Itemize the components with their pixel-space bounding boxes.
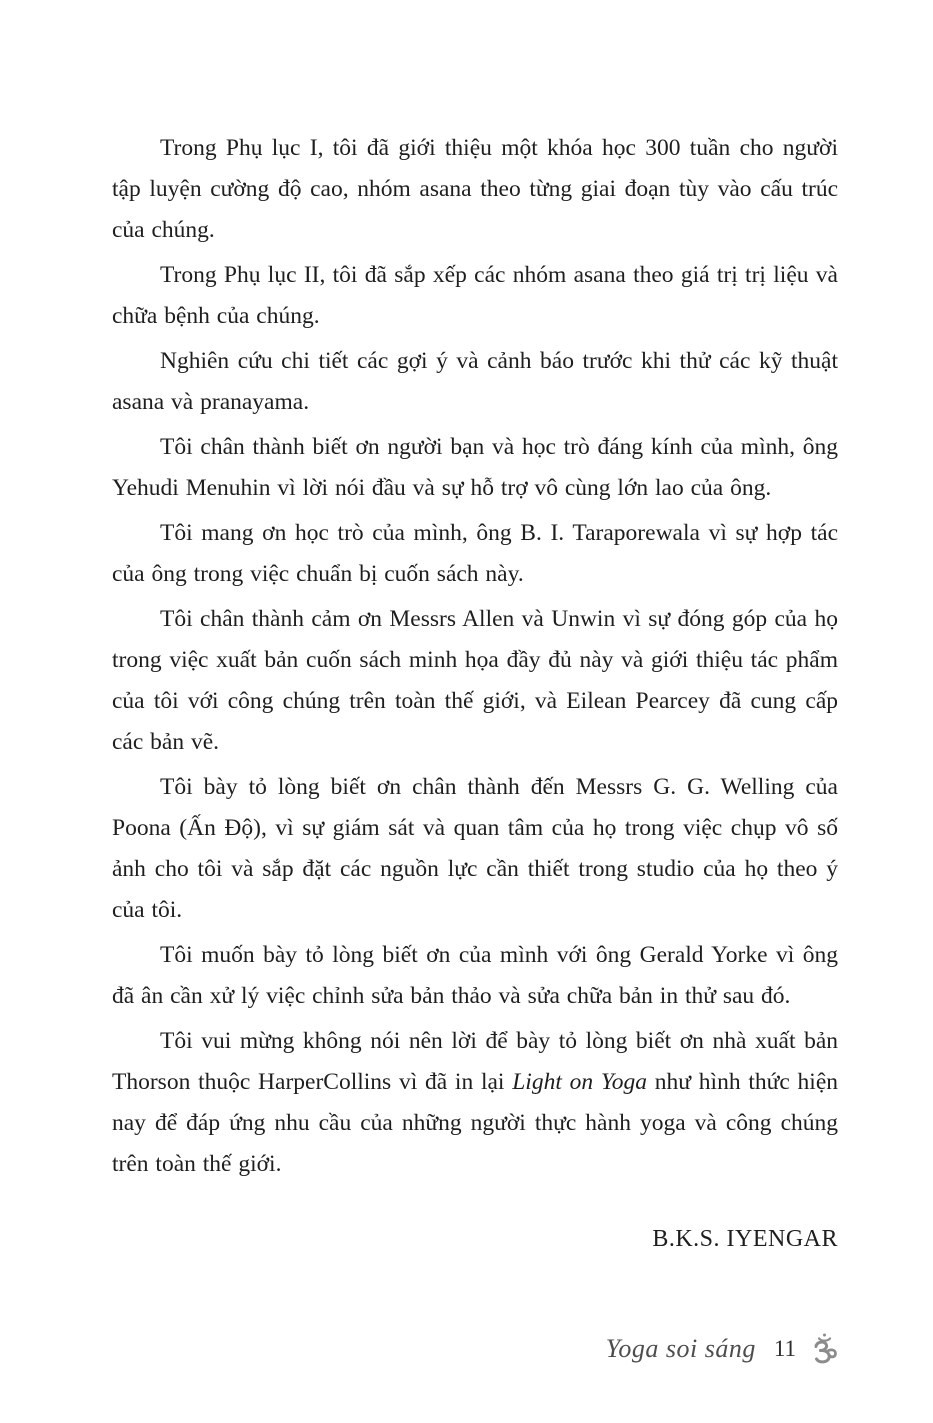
- book-title: Yoga soi sáng: [605, 1334, 756, 1363]
- text-segment: Light on Yoga: [512, 1069, 648, 1095]
- text-segment: Tôi chân thành biết ơn người bạn và học trò đáng kính của mình, ông Yehudi Menuhin vì lời nói đầu và sự hỗ trợ vô cùng lớn lao của ông.: [112, 434, 838, 501]
- paragraph: [112, 935, 838, 1017]
- page-number: 11: [773, 1336, 796, 1361]
- paragraph: [112, 341, 838, 423]
- text-segment: Tôi chân thành cảm ơn Messrs Allen và Unwin vì sự đóng góp của họ trong việc xuất bản cuốn sách minh họa đầy đủ này và giới thiệu tác phẩm của tôi với công chúng trên toàn thế giới, và Eilean Pearcey đã cung cấp các bản vẽ.: [112, 606, 838, 755]
- paragraph: [112, 599, 838, 763]
- page-content: [112, 128, 838, 1260]
- text-segment: Tôi bày tỏ lòng biết ơn chân thành đến Messrs G. G. Welling của Poona (Ấn Độ), vì sự giám sát và quan tâm của họ trong việc chụp vô số ảnh cho tôi và sắp đặt các nguồn lực cần thiết trong studio của họ theo ý của tôi.: [112, 774, 838, 923]
- text-segment: Tôi muốn bày tỏ lòng biết ơn của mình với ông Gerald Yorke vì ông đã ân cần xử lý việc chỉnh sửa bản thảo và sửa chữa bản in thử sau đó.: [112, 942, 838, 1009]
- text-segment: Trong Phụ lục I, tôi đã giới thiệu một khóa học 300 tuần cho người tập luyện cường độ cao, nhóm asana theo từng giai đoạn tùy vào cấu trúc của chúng.: [112, 135, 838, 243]
- text-segment: Nghiên cứu chi tiết các gợi ý và cảnh báo trước khi thử các kỹ thuật asana và pranayama.: [112, 348, 838, 415]
- om-icon: [806, 1333, 838, 1365]
- text-segment: Trong Phụ lục II, tôi đã sắp xếp các nhóm asana theo giá trị trị liệu và chữa bệnh của chúng.: [112, 262, 838, 329]
- text-segment: Tôi mang ơn học trò của mình, ông B. I. Taraporewala vì sự hợp tác của ông trong việc chuẩn bị cuốn sách này.: [112, 520, 838, 587]
- paragraph: [112, 767, 838, 931]
- paragraph: [112, 255, 838, 337]
- paragraph: [112, 513, 838, 595]
- author-signature: B.K.S. IYENGAR: [652, 1226, 838, 1252]
- paragraph: [112, 1021, 838, 1185]
- paragraphs: [112, 128, 838, 1185]
- text-segment: như hình thức hiện nay để đáp ứng nhu cầu của những người thực hành yoga và công chúng trên toàn thế giới.: [112, 1069, 839, 1177]
- paragraph: [112, 128, 838, 251]
- text-segment: Tôi vui mừng không nói nên lời để bày tỏ lòng biết ơn nhà xuất bản Thorson thuộc HarperCollins vì đã in lại: [112, 1028, 838, 1095]
- page-footer: [606, 1333, 838, 1365]
- paragraph: [112, 427, 838, 509]
